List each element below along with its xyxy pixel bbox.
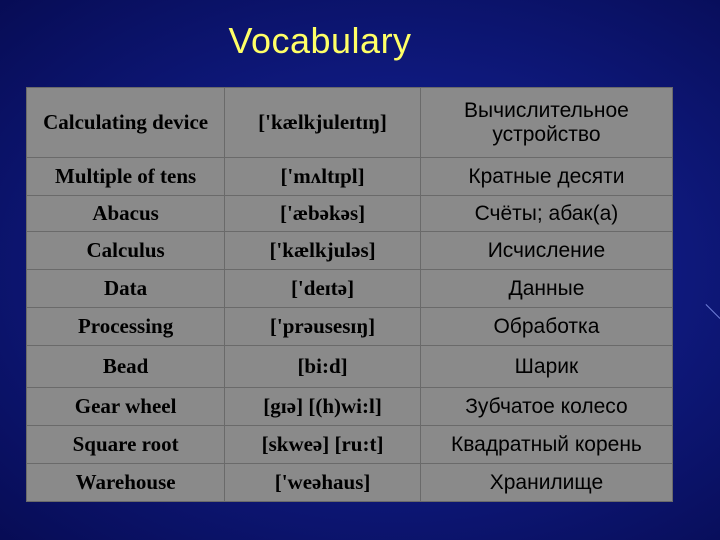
table-row xyxy=(27,232,673,270)
transcription: ['deɪtə] xyxy=(225,270,421,308)
transcription: [skweə] [ru:t] xyxy=(225,426,421,464)
transcription: ['kælkjuleɪtɪŋ] xyxy=(225,88,421,158)
english-term: Warehouse xyxy=(27,464,225,502)
transcription: ['weəhaus] xyxy=(225,464,421,502)
table-row xyxy=(27,196,673,232)
russian-translation: Кратные десяти xyxy=(420,158,672,196)
english-term: Bead xyxy=(27,346,225,388)
english-term: Square root xyxy=(27,426,225,464)
russian-translation: Шарик xyxy=(420,346,672,388)
transcription: ['kælkjuləs] xyxy=(225,232,421,270)
english-term: Calculating device xyxy=(27,88,225,158)
english-term: Data xyxy=(27,270,225,308)
russian-translation: Счёты; абак(а) xyxy=(420,196,672,232)
english-term: Abacus xyxy=(27,196,225,232)
transcription: ['prəusesɪŋ] xyxy=(225,308,421,346)
transcription: ['æbəkəs] xyxy=(225,196,421,232)
table-row xyxy=(27,464,673,502)
russian-translation: Обработка xyxy=(420,308,672,346)
russian-translation: Исчисление xyxy=(420,232,672,270)
russian-translation: Квадратный корень xyxy=(420,426,672,464)
vocabulary-table xyxy=(26,87,673,502)
slide-title: Vocabulary xyxy=(228,20,412,61)
english-term: Multiple of tens xyxy=(27,158,225,196)
english-term: Calculus xyxy=(27,232,225,270)
table-row xyxy=(27,270,673,308)
transcription: [gɪə] [(h)wi:l] xyxy=(225,388,421,426)
decorative-line xyxy=(706,304,720,319)
table-row xyxy=(27,388,673,426)
transcription: [bi:d] xyxy=(225,346,421,388)
table-row xyxy=(27,426,673,464)
table-row xyxy=(27,158,673,196)
russian-translation: Данные xyxy=(420,270,672,308)
transcription: ['mʌltɪpl] xyxy=(225,158,421,196)
english-term: Processing xyxy=(27,308,225,346)
table-row xyxy=(27,346,673,388)
english-term: Gear wheel xyxy=(27,388,225,426)
table-row xyxy=(27,88,673,158)
russian-translation: Вычислительное устройство xyxy=(420,88,672,158)
table-row xyxy=(27,308,673,346)
russian-translation: Хранилище xyxy=(420,464,672,502)
russian-translation: Зубчатое колесо xyxy=(420,388,672,426)
